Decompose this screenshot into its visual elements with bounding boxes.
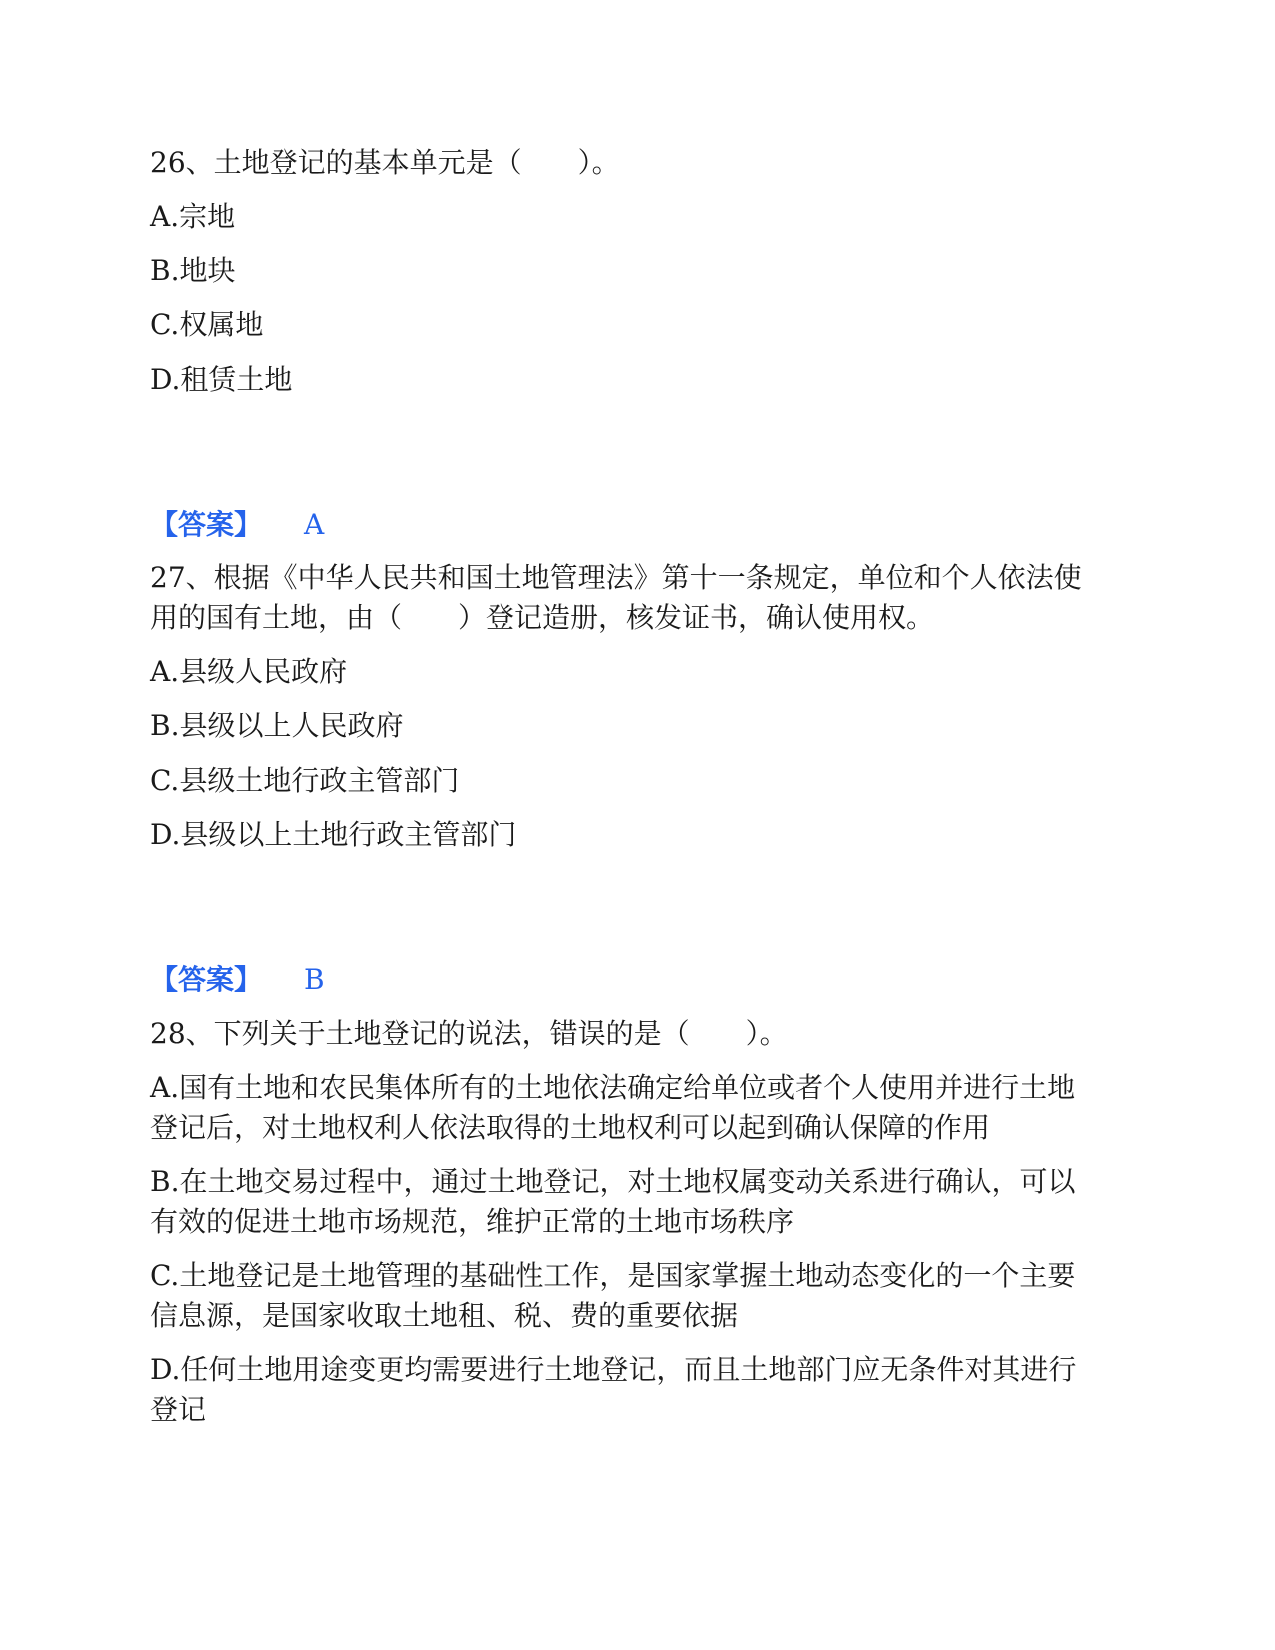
question-26-stem: 26、土地登记的基本单元是（ ）。 [150,146,620,179]
question-28-option-a-line-2: 登记后，对土地权利人依法取得的土地权利可以起到确认保障的作用 [150,1111,991,1144]
question-26-option-b: B.地块 [150,254,236,287]
question-27-stem-line-1: 27、根据《中华人民共和国土地管理法》第十一条规定，单位和个人依法使 [150,561,1082,594]
question-27-option-c: C.县级土地行政主管部门 [150,764,460,797]
question-28-option-d-line-1: D.任何土地用途变更均需要进行土地登记，而且土地部门应无条件对其进行 [150,1353,1077,1386]
question-26-answer [150,505,1110,545]
question-26-option-d: D.租赁土地 [150,363,293,396]
question-27-stem-line-2: 用的国有土地，由（ ）登记造册，核发证书，确认使用权。 [150,601,935,634]
question-28-option-c-line-1: C.土地登记是土地管理的基础性工作，是国家掌握土地动态变化的一个主要 [150,1259,1076,1292]
answer-value: B [304,963,325,996]
answer-label: 【答案】 [150,963,263,996]
question-28-option-d-line-2: 登记 [150,1393,207,1426]
question-28-option-b-line-1: B.在土地交易过程中，通过土地登记，对土地权属变动关系进行确认，可以 [150,1165,1076,1198]
question-28-option-c-line-2: 信息源，是国家收取土地租、税、费的重要依据 [150,1299,739,1332]
question-26-option-c: C.权属地 [150,308,264,341]
question-28-option-a-line-1: A.国有土地和农民集体所有的土地依法确定给单位或者个人使用并进行土地 [150,1071,1076,1104]
question-27-option-d: D.县级以上土地行政主管部门 [150,818,517,851]
question-27-option-b: B.县级以上人民政府 [150,709,404,742]
question-28-stem: 28、下列关于土地登记的说法，错误的是（ ）。 [150,1017,788,1050]
answer-value: A [304,508,325,541]
question-27-answer [150,960,1110,1000]
question-28-option-b-line-2: 有效的促进土地市场规范，维护正常的土地市场秩序 [150,1205,795,1238]
question-27-option-a: A.县级人民政府 [150,655,348,688]
answer-label: 【答案】 [150,508,263,541]
question-26-option-a: A.宗地 [150,200,236,233]
